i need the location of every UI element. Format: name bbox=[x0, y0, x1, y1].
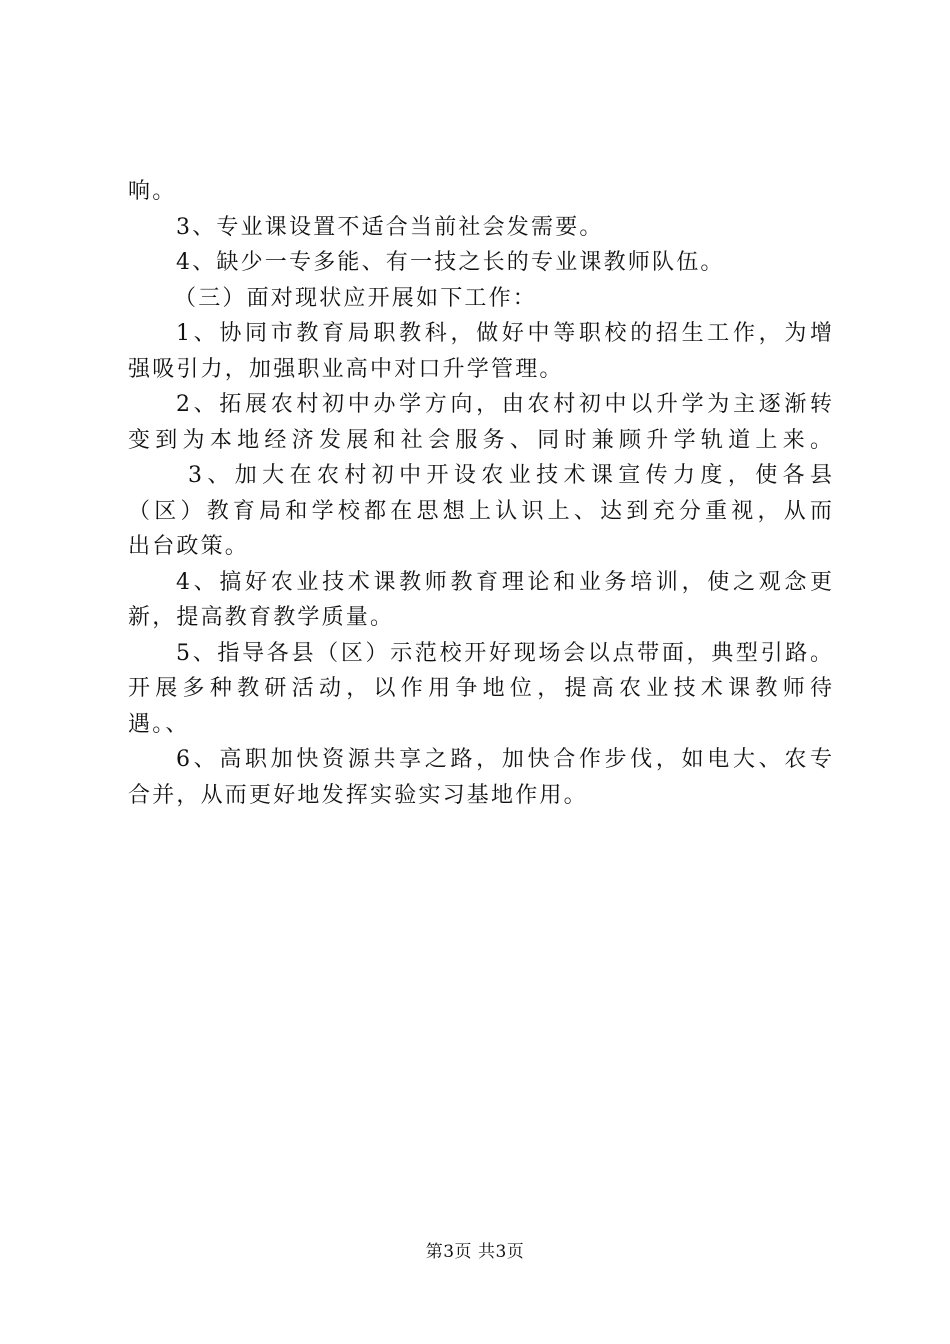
work-item-2-line-1: 2、拓展农村初中办学方向，由农村初中以升学为主逐渐转 bbox=[176, 392, 832, 417]
work-item-2-line-2: 变到为本地经济发展和社会服务、同时兼顾升学轨道上来。 bbox=[128, 427, 832, 453]
work-item-1-line-2: 强吸引力，加强职业高中对口升学管理。 bbox=[128, 356, 564, 382]
work-item-3-line-1: 3、加大在农村初中开设农业技术课宣传力度，使各县 bbox=[188, 463, 832, 488]
work-item-5-line-3: 遇。、 bbox=[128, 711, 190, 737]
work-item-4-line-2: 新，提高教育教学质量。 bbox=[128, 605, 395, 630]
work-item-4-line-1: 4、搞好农业技术课教师教育理论和业务培训，使之观念更 bbox=[176, 569, 832, 595]
work-item-5-line-1: 5、指导各县（区）示范校开好现场会以点带面，典型引路。 bbox=[176, 640, 832, 666]
work-item-6-line-1: 6、高职加快资源共享之路，加快合作步伐，如电大、农专 bbox=[176, 747, 832, 772]
page-number-footer: 第3页 共3页 bbox=[425, 1242, 525, 1262]
section-heading-3: （三）面对现状应开展如下工作： bbox=[174, 285, 538, 311]
document-body bbox=[128, 174, 832, 813]
list-item-4-problem: 4、缺少一专多能、有一技之长的专业课教师队伍。 bbox=[176, 250, 725, 275]
work-item-6-line-2: 合并，从而更好地发挥实验实习基地作用。 bbox=[128, 782, 588, 808]
work-item-3-line-2: （区）教育局和学校都在思想上认识上、达到充分重视，从而 bbox=[128, 498, 832, 524]
work-item-1-line-1: 1、协同市教育局职教科，做好中等职校的招生工作，为增 bbox=[176, 321, 832, 346]
text-line-continuation: 响。 bbox=[128, 179, 177, 204]
work-item-5-line-2: 开展多种教研活动，以作用争地位，提高农业技术课教师待 bbox=[128, 676, 832, 701]
list-item-3-problem: 3、专业课设置不适合当前社会发需要。 bbox=[176, 214, 604, 240]
work-item-3-line-3: 出台政策。 bbox=[128, 534, 250, 559]
